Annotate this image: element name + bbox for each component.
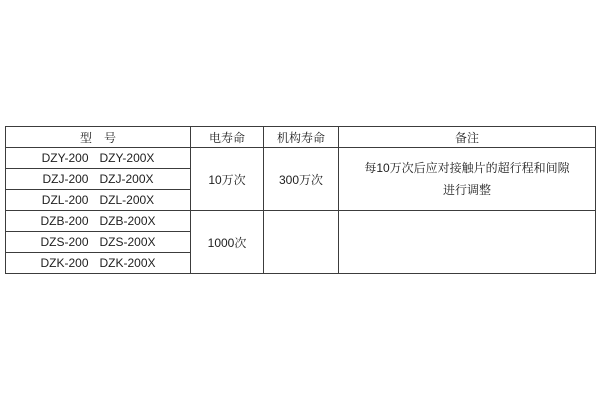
mechanism-life-cell: 300万次 (264, 148, 339, 211)
header-remarks: 备注 (339, 127, 596, 148)
model-pair (6, 172, 190, 186)
model-code: DZS-200 (40, 235, 89, 249)
header-mechanism-life: 机构寿命 (264, 127, 339, 148)
spec-table-container (5, 126, 595, 274)
model-cell (6, 190, 191, 211)
remark-line: 进行调整 (442, 183, 491, 197)
header-model: 型 号 (6, 127, 191, 148)
model-code: DZJ-200 (42, 172, 89, 186)
header-row (6, 127, 596, 148)
remarks-cell (339, 148, 596, 211)
model-cell (6, 148, 191, 169)
model-code: DZB-200 (40, 214, 89, 228)
model-code: DZY-200X (99, 151, 155, 165)
model-code: DZL-200X (99, 193, 155, 207)
electrical-life-cell: 10万次 (191, 148, 264, 211)
model-code: DZK-200 (40, 256, 89, 270)
model-pair (6, 256, 190, 270)
header-electrical-life: 电寿命 (191, 127, 264, 148)
model-cell (6, 211, 191, 232)
model-code: DZK-200X (99, 256, 156, 270)
model-pair (6, 151, 190, 165)
model-code: DZJ-200X (99, 172, 154, 186)
model-pair (6, 214, 190, 228)
table-row (6, 211, 596, 232)
electrical-life-cell: 1000次 (191, 211, 264, 274)
relay-life-spec-table (5, 126, 596, 274)
mechanism-life-cell (264, 211, 339, 274)
model-code: DZL-200 (41, 193, 89, 207)
model-cell (6, 253, 191, 274)
model-pair (6, 193, 190, 207)
model-pair (6, 235, 190, 249)
model-code: DZY-200 (41, 151, 89, 165)
remark-line: 每10万次后应对接触片的超行程和间隙 (364, 161, 570, 175)
table-row (6, 148, 596, 169)
model-code: DZS-200X (99, 235, 156, 249)
model-code: DZB-200X (99, 214, 156, 228)
remarks-cell (339, 211, 596, 274)
model-cell (6, 232, 191, 253)
model-cell (6, 169, 191, 190)
